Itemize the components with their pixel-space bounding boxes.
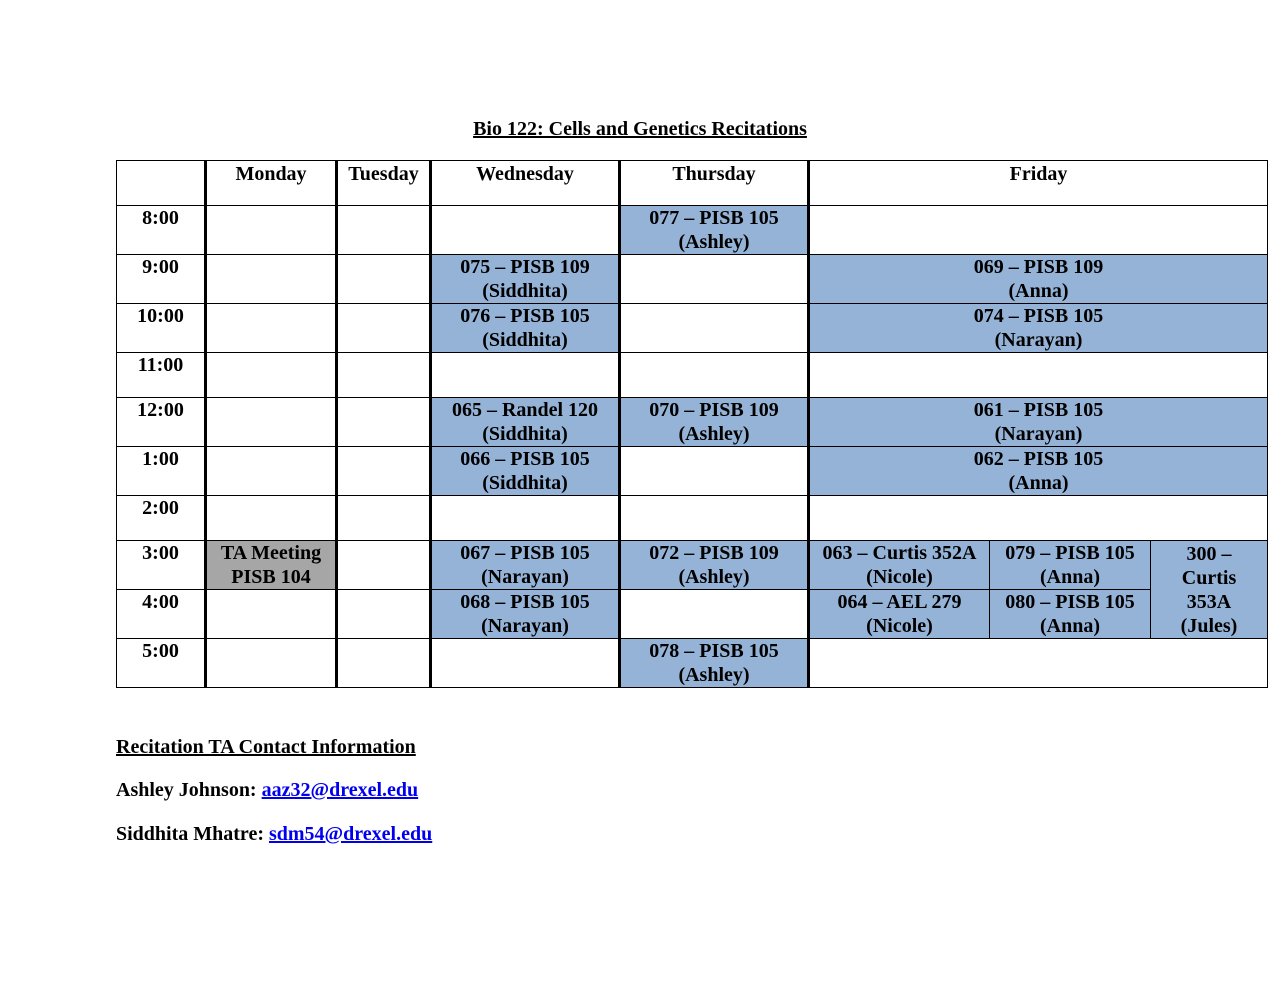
session-ta: (Siddhita): [482, 280, 568, 302]
table-row: [117, 639, 1268, 688]
time-label: 4:00: [117, 590, 206, 639]
time-label: 3:00: [117, 541, 206, 590]
session-room: 080 – PISB 105: [1005, 591, 1135, 613]
contact-line: [116, 777, 418, 803]
meeting-title: TA Meeting: [220, 542, 322, 564]
session-ta: (Ashley): [678, 664, 750, 686]
empty-cell: [620, 496, 809, 541]
email-link[interactable]: sdm54@drexel.edu: [268, 823, 433, 845]
email-link[interactable]: aaz32@drexel.edu: [261, 779, 419, 801]
empty-cell: [431, 206, 620, 255]
contact-heading: Recitation TA Contact Information: [116, 736, 416, 758]
empty-cell: [620, 304, 809, 353]
empty-cell: [337, 255, 431, 304]
session-cell: [620, 639, 809, 688]
empty-cell: [206, 255, 337, 304]
time-label: 11:00: [117, 353, 206, 398]
session-room: 062 – PISB 105: [973, 448, 1104, 470]
empty-cell: [206, 590, 337, 639]
empty-cell: [206, 639, 337, 688]
time-label: 12:00: [117, 398, 206, 447]
session-cell: [809, 541, 990, 590]
session-ta: (Jules): [1180, 614, 1238, 637]
corner-cell: [117, 161, 206, 206]
contact-line: [116, 821, 432, 847]
contact-name: Ashley Johnson:: [116, 779, 257, 801]
session-ta: (Nicole): [866, 566, 933, 588]
session-room: 066 – PISB 105: [460, 448, 590, 470]
session-ta: (Anna): [1008, 472, 1069, 494]
time-label: 9:00: [117, 255, 206, 304]
empty-cell: [206, 353, 337, 398]
session-room: 072 – PISB 109: [649, 542, 779, 564]
session-cell: [809, 255, 1268, 304]
session-room: 076 – PISB 105: [460, 305, 590, 327]
day-header-monday: Monday: [206, 161, 337, 206]
session-ta: (Anna): [1039, 615, 1100, 637]
empty-cell: [337, 639, 431, 688]
session-cell: [431, 541, 620, 590]
session-room: 069 – PISB 109: [973, 256, 1104, 278]
session-ta: (Narayan): [481, 566, 569, 588]
empty-cell: [431, 353, 620, 398]
day-header-thursday: Thursday: [620, 161, 809, 206]
session-room: 067 – PISB 105: [460, 542, 590, 564]
session-ta: (Siddhita): [482, 423, 568, 445]
session-room: 078 – PISB 105: [649, 640, 779, 662]
empty-cell: [206, 447, 337, 496]
empty-cell: [809, 353, 1268, 398]
session-cell: [809, 398, 1268, 447]
time-label: 5:00: [117, 639, 206, 688]
empty-cell: [431, 639, 620, 688]
session-ta: (Siddhita): [482, 472, 568, 494]
contact-name: Siddhita Mhatre:: [116, 823, 264, 845]
session-cell: [1151, 541, 1268, 639]
empty-cell: [206, 496, 337, 541]
table-row: [117, 590, 1268, 639]
session-room: 075 – PISB 109: [460, 256, 590, 278]
session-ta: (Narayan): [481, 615, 569, 637]
session-ta: (Ashley): [678, 423, 750, 445]
empty-cell: [337, 353, 431, 398]
empty-cell: [337, 541, 431, 590]
time-label: 8:00: [117, 206, 206, 255]
empty-cell: [431, 496, 620, 541]
empty-cell: [809, 206, 1268, 255]
session-room: Curtis: [1181, 566, 1237, 589]
session-room: 068 – PISB 105: [460, 591, 590, 613]
session-room: 070 – PISB 109: [649, 399, 779, 421]
ta-meeting-cell: [206, 541, 337, 590]
session-ta: (Nicole): [866, 615, 933, 637]
table-row: [117, 304, 1268, 353]
empty-cell: [337, 447, 431, 496]
session-ta: (Anna): [1008, 280, 1069, 302]
session-ta: (Ashley): [678, 566, 750, 588]
day-header-tuesday: Tuesday: [337, 161, 431, 206]
time-label: 10:00: [117, 304, 206, 353]
session-cell: [620, 206, 809, 255]
session-cell: [620, 541, 809, 590]
session-cell: [990, 541, 1151, 590]
session-cell: [431, 304, 620, 353]
session-room: 064 – AEL 279: [837, 591, 962, 613]
session-room: 074 – PISB 105: [973, 305, 1104, 327]
session-room: 063 – Curtis 352A: [822, 542, 977, 564]
empty-cell: [337, 398, 431, 447]
empty-cell: [620, 353, 809, 398]
empty-cell: [337, 304, 431, 353]
empty-cell: [620, 447, 809, 496]
table-row: [117, 447, 1268, 496]
session-cell: [431, 398, 620, 447]
session-cell: [809, 590, 990, 639]
session-room: 065 – Randel 120: [451, 399, 599, 421]
empty-cell: [809, 496, 1268, 541]
page-title: Bio 122: Cells and Genetics Recitations: [473, 118, 807, 140]
header-row: [117, 161, 1268, 206]
session-room: 353A: [1186, 590, 1232, 613]
session-cell: [431, 590, 620, 639]
session-ta: (Siddhita): [482, 329, 568, 351]
empty-cell: [337, 496, 431, 541]
empty-cell: [620, 590, 809, 639]
session-room: 300 –: [1186, 542, 1232, 565]
day-header-friday: Friday: [809, 161, 1268, 206]
table-row: [117, 206, 1268, 255]
time-label: 1:00: [117, 447, 206, 496]
table-row: [117, 353, 1268, 398]
recitation-schedule-table: [116, 160, 1268, 688]
empty-cell: [337, 590, 431, 639]
session-room: 077 – PISB 105: [649, 207, 779, 229]
empty-cell: [620, 255, 809, 304]
table-row: [117, 255, 1268, 304]
table-row: [117, 496, 1268, 541]
session-ta: (Narayan): [994, 423, 1083, 445]
table-row: [117, 398, 1268, 447]
day-header-wednesday: Wednesday: [431, 161, 620, 206]
session-room: 061 – PISB 105: [973, 399, 1104, 421]
session-cell: [990, 590, 1151, 639]
session-ta: (Ashley): [678, 231, 750, 253]
session-cell: [809, 304, 1268, 353]
empty-cell: [206, 206, 337, 255]
session-ta: (Narayan): [994, 329, 1083, 351]
session-cell: [620, 398, 809, 447]
session-room: 079 – PISB 105: [1005, 542, 1135, 564]
session-ta: (Anna): [1039, 566, 1100, 588]
time-label: 2:00: [117, 496, 206, 541]
empty-cell: [206, 304, 337, 353]
session-cell: [431, 447, 620, 496]
session-cell: [431, 255, 620, 304]
meeting-room: PISB 104: [231, 566, 311, 588]
empty-cell: [809, 639, 1268, 688]
table-row: [117, 541, 1268, 590]
empty-cell: [337, 206, 431, 255]
session-cell: [809, 447, 1268, 496]
empty-cell: [206, 398, 337, 447]
